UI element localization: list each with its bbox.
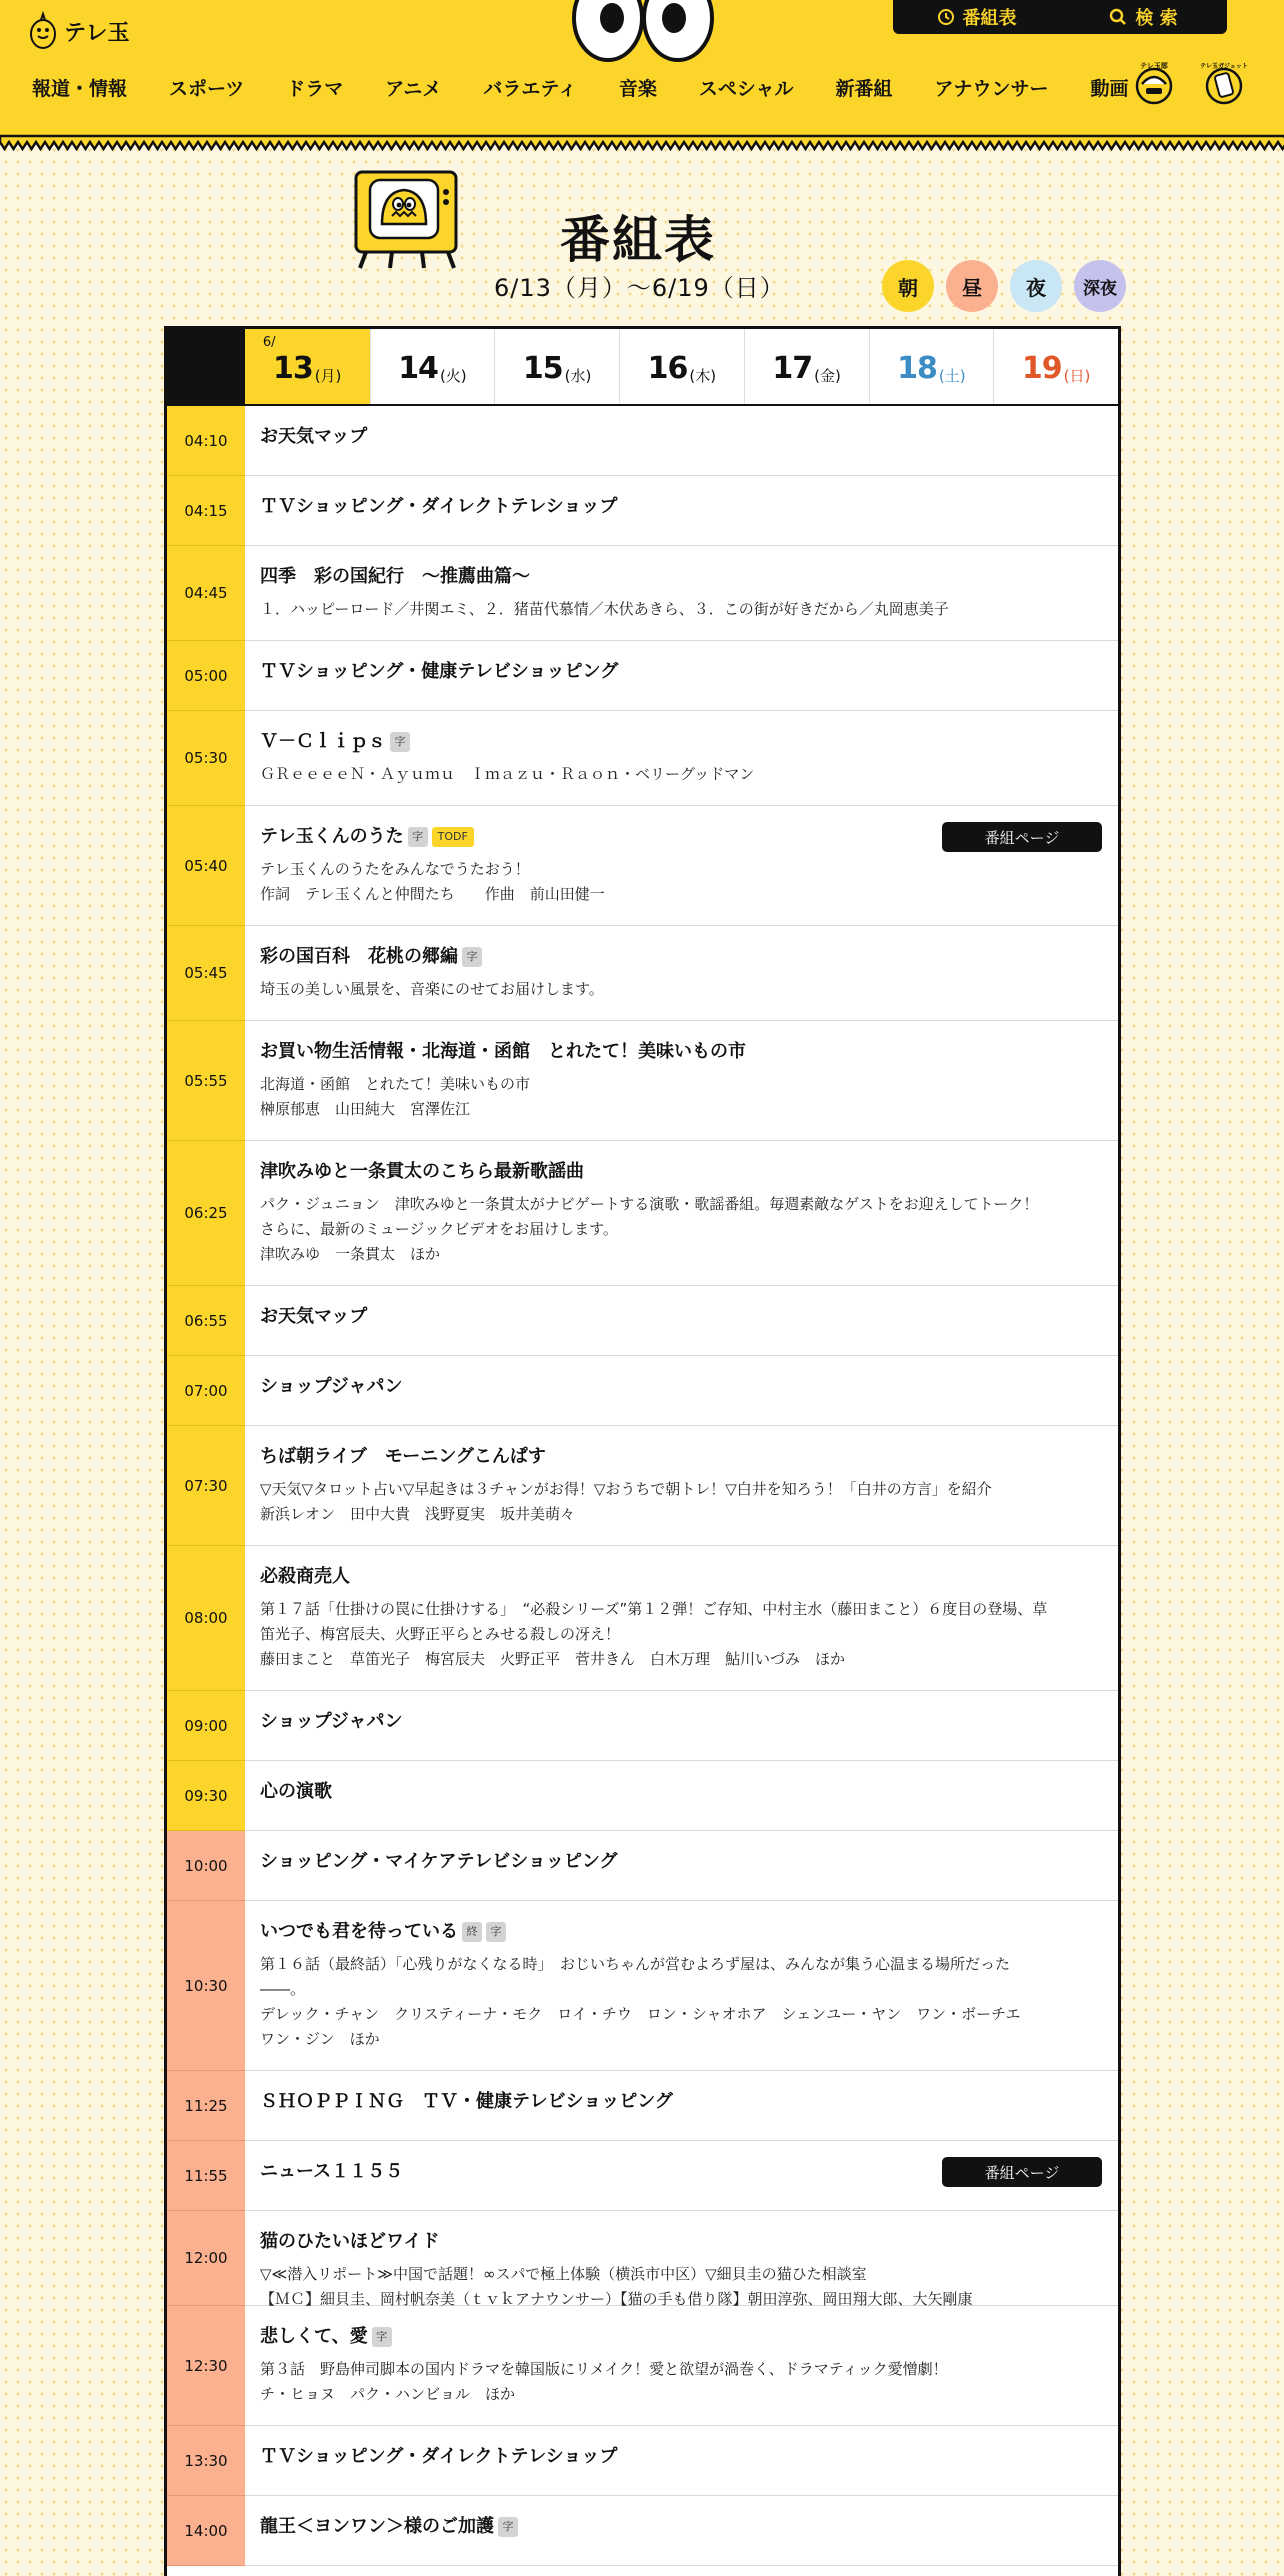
program-title[interactable] <box>260 1709 1102 1735</box>
program-cell <box>245 2211 1118 2308</box>
search-icon <box>1109 8 1127 26</box>
program-description <box>260 762 1102 787</box>
program-row[interactable] <box>167 1901 1118 2071</box>
program-time: 05:55 <box>167 1021 245 1141</box>
program-title[interactable] <box>260 2229 1102 2255</box>
program-row[interactable] <box>167 1831 1118 1901</box>
schedule-grid <box>164 326 1121 2576</box>
svg-text:テレ玉郎: テレ玉郎 <box>1140 62 1168 70</box>
nav-variety[interactable]: バラエティ <box>483 78 577 100</box>
program-time: 09:00 <box>167 1691 245 1761</box>
tab-dow: (火) <box>439 367 467 385</box>
program-badge: 字 <box>408 827 428 847</box>
program-row[interactable] <box>167 2141 1118 2211</box>
program-description <box>260 597 1102 622</box>
mascot-logo-icon <box>28 12 58 50</box>
program-description <box>260 1477 1102 1527</box>
program-title-text: ＴＶショッピング・健康テレビショッピング <box>260 661 619 682</box>
program-title[interactable] <box>260 424 1102 450</box>
description-line: 作詞 テレ玉くんと仲間たち 作曲 前山田健一 <box>260 885 605 903</box>
mascot-badge-icon[interactable] <box>1134 60 1174 108</box>
program-cell <box>245 1426 1118 1545</box>
program-time: 10:00 <box>167 1831 245 1901</box>
program-time: 10:30 <box>167 1901 245 2071</box>
program-title[interactable] <box>260 2514 1102 2540</box>
timezone-selector <box>882 260 1126 312</box>
tz-evening-button[interactable]: 夜 <box>1010 260 1062 312</box>
program-title[interactable] <box>260 2324 1102 2350</box>
program-title[interactable] <box>260 1564 1102 1590</box>
program-title-text: お天気マップ <box>260 1306 368 1327</box>
program-cell <box>245 2306 1118 2425</box>
description-line: ワン・ジン ほか <box>260 2030 380 2048</box>
description-line: 津吹みゆ 一条貫太 ほか <box>260 1245 441 1263</box>
program-row[interactable] <box>167 476 1118 546</box>
program-description <box>260 1072 1102 1122</box>
tab-dow: (木) <box>689 367 717 385</box>
program-row[interactable] <box>167 2496 1118 2566</box>
tab-day: 18 <box>897 351 937 386</box>
program-cell <box>245 711 1118 805</box>
tv-mascot-icon <box>352 168 464 270</box>
program-time: 06:25 <box>167 1141 245 1286</box>
program-time: 05:00 <box>167 641 245 711</box>
program-time: 05:45 <box>167 926 245 1021</box>
description-line: 【ＭＣ】細貝圭、岡村帆奈美（ｔｖｋアナウンサー）【猫の手も借り隊】朝田淳弥、岡田翔大郎、大矢剛康 <box>260 2290 973 2308</box>
program-time: 07:30 <box>167 1426 245 1546</box>
description-line: 笛光子、梅宮辰夫、火野正平らとみせる殺しの冴え！ <box>260 1625 621 1643</box>
program-description <box>260 1597 1102 1672</box>
tab-day: 14 <box>398 351 438 386</box>
program-title-text: いつでも君を待っている <box>260 1921 458 1942</box>
date-range: 6/13（月）〜6/19（日） <box>494 274 785 302</box>
program-row[interactable] <box>167 2211 1118 2306</box>
program-badge: 字 <box>462 947 482 967</box>
program-title-text: お買い物生活情報・北海道・函館 とれたて！美味いもの市 <box>260 1041 746 1062</box>
tab-month: 6/ <box>262 335 276 350</box>
program-time: 09:30 <box>167 1761 245 1831</box>
program-description <box>260 1192 1102 1267</box>
program-time: 04:45 <box>167 546 245 641</box>
tab-day: 17 <box>772 351 813 386</box>
description-line: 藤田まこと 草笛光子 梅宮辰夫 火野正平 菅井きん 白木万理 鮎川いづみ ほか <box>260 1650 846 1668</box>
day-tab-13[interactable] <box>245 329 370 404</box>
main-nav <box>32 74 1171 101</box>
day-tabs <box>167 329 1118 406</box>
tab-corner <box>167 329 245 404</box>
program-title[interactable] <box>260 659 1102 685</box>
description-line: チ・ヒョヌ パク・ハンビョル ほか <box>260 2385 516 2403</box>
program-title[interactable] <box>260 729 1102 755</box>
program-title-text: 四季 彩の国紀行 ～推薦曲篇～ <box>260 566 530 587</box>
program-row[interactable] <box>167 1021 1118 1141</box>
tz-latenight-button[interactable]: 深夜 <box>1074 260 1126 312</box>
program-time: 13:30 <box>167 2426 245 2496</box>
program-cell <box>245 641 1118 710</box>
nav-new-programs[interactable]: 新番組 <box>835 78 893 100</box>
day-tab-16[interactable] <box>619 329 744 404</box>
program-title[interactable] <box>260 564 1102 590</box>
program-title-text: ショッピング・マイケアテレビショッピング <box>260 1851 618 1872</box>
description-line: 埼玉の美しい風景を、音楽にのせてお届けします。 <box>260 980 604 998</box>
program-cell <box>245 806 1118 925</box>
description-line: 北海道・函館 とれたて！美味いもの市 <box>260 1075 531 1093</box>
program-row[interactable] <box>167 1691 1118 1761</box>
nav-special[interactable]: スペシャル <box>698 78 794 100</box>
program-page-button[interactable]: 番組ページ <box>942 2157 1102 2187</box>
description-line: ▽天気▽タロット占い▽早起きは３チャンがお得！▽おうちで朝トレ！▽白井を知ろう！「白井の方言」を紹介 <box>260 1480 992 1498</box>
program-time: 12:00 <box>167 2211 245 2306</box>
program-title[interactable] <box>260 1779 1102 1805</box>
program-badge: 字 <box>486 1922 506 1942</box>
tab-dow: (土) <box>938 367 966 385</box>
program-title-text: 龍王＜ヨンワン＞様のご加護 <box>260 2516 494 2537</box>
program-time: 04:15 <box>167 476 245 546</box>
program-title[interactable] <box>260 1159 1102 1185</box>
clock-icon <box>937 8 955 26</box>
program-cell <box>245 1761 1118 1830</box>
page-title: 番組表 <box>560 211 716 269</box>
program-cell <box>245 1141 1118 1285</box>
program-title-text: 猫のひたいほどワイド <box>260 2231 440 2252</box>
program-title-text: 彩の国百科 花桃の郷編 <box>260 946 458 967</box>
program-title[interactable] <box>260 944 1102 970</box>
day-tab-19[interactable] <box>993 329 1118 404</box>
description-line: テレ玉くんのうたをみんなでうたおう！ <box>260 860 530 878</box>
program-title-text: ニュース１１５５ <box>260 2161 404 2182</box>
program-time: 07:00 <box>167 1356 245 1426</box>
program-row[interactable] <box>167 2071 1118 2141</box>
program-title-text: 心の演歌 <box>260 1781 332 1802</box>
program-cell <box>245 2426 1118 2495</box>
program-title[interactable] <box>260 1444 1102 1470</box>
program-cell <box>245 1691 1118 1760</box>
program-time: 11:55 <box>167 2141 245 2211</box>
nav-videos[interactable]: 動画 <box>1090 78 1129 100</box>
program-time: 11:25 <box>167 2071 245 2141</box>
program-time: 14:00 <box>167 2496 245 2566</box>
program-description <box>260 977 1102 1002</box>
program-row[interactable] <box>167 1426 1118 1546</box>
program-cell <box>245 926 1118 1020</box>
program-title[interactable] <box>260 494 1102 520</box>
description-line: 第３話 野島伸司脚本の国内ドラマを韓国版にリメイク！愛と欲望が渦巻く、ドラマティック愛憎劇！ <box>260 2360 948 2378</box>
tab-day: 15 <box>522 351 563 386</box>
description-line: １．ハッピーロード／井関エミ、２．猪苗代慕情／木伏あきら、３．この街が好きだから／丸岡恵美子 <box>260 600 949 618</box>
logo-text: テレ玉 <box>64 20 130 46</box>
program-title-text: お天気マップ <box>260 426 368 447</box>
nav-anime[interactable]: アニメ <box>385 78 442 100</box>
search-label: 検 索 <box>1135 8 1178 29</box>
tab-day: 16 <box>647 351 688 386</box>
program-row[interactable] <box>167 2426 1118 2496</box>
program-row[interactable] <box>167 1761 1118 1831</box>
program-row[interactable] <box>167 406 1118 476</box>
program-cell <box>245 1546 1118 1690</box>
program-cell <box>245 1356 1118 1425</box>
program-time: 08:00 <box>167 1546 245 1691</box>
description-line: ▽≪潜入リポート≫中国で話題！∞スパで極上体験（横浜市中区）▽細貝圭の猫ひた相談室 <box>260 2265 867 2283</box>
program-badge: 字 <box>498 2517 518 2537</box>
program-description <box>260 2357 1102 2407</box>
program-title-text: 津吹みゆと一条貫太のこちら最新歌謡曲 <box>260 1161 584 1182</box>
mascot-eyes-icon <box>568 0 718 62</box>
program-row[interactable] <box>167 711 1118 806</box>
tz-morning-button[interactable]: 朝 <box>882 260 934 312</box>
tab-day: 19 <box>1021 351 1062 386</box>
program-row[interactable] <box>167 926 1118 1021</box>
program-row[interactable] <box>167 1141 1118 1286</box>
day-tab-18[interactable] <box>869 329 994 404</box>
program-title[interactable] <box>260 1039 1102 1065</box>
program-page-button[interactable]: 番組ページ <box>942 822 1102 852</box>
program-title-text: 悲しくて、愛 <box>260 2326 368 2347</box>
program-title-text: ショップジャパン <box>260 1711 403 1732</box>
schedule-button[interactable] <box>893 0 1060 34</box>
nav-announcers[interactable]: アナウンサー <box>934 78 1049 100</box>
program-time: 12:30 <box>167 2306 245 2426</box>
program-title-text: ショップジャパン <box>260 1376 403 1397</box>
program-row[interactable] <box>167 641 1118 711</box>
program-badge: TODF <box>432 827 474 847</box>
description-line: ＧＲｅｅｅｅＮ・Ａｙｕｍｕ Ｉｍａｚｕ・Ｒａｏｎ・ベリーグッドマン <box>260 765 755 783</box>
description-line: ――。 <box>260 1980 306 1998</box>
program-row[interactable] <box>167 806 1118 926</box>
program-title[interactable] <box>260 1919 1102 1945</box>
tab-dow: (金) <box>814 367 841 385</box>
program-row[interactable] <box>167 546 1118 641</box>
program-badge: 字 <box>390 732 410 752</box>
header-zigzag-border <box>0 136 1284 152</box>
program-cell <box>245 476 1118 545</box>
description-line: デレック・チャン クリスティーナ・モク ロイ・チウ ロン・シャオホア シェンユー・ヤン ワン・ボーチエ <box>260 2005 1021 2023</box>
nav-music[interactable]: 音楽 <box>618 78 657 100</box>
program-description <box>260 1952 1102 2052</box>
program-cell <box>245 2071 1118 2140</box>
program-title[interactable] <box>260 2444 1102 2470</box>
program-cell <box>245 546 1118 640</box>
program-title[interactable] <box>260 1374 1102 1400</box>
program-title-text: ＳＨＯＰＰＩＮＧ ＴＶ・健康テレビショッピング <box>260 2091 673 2112</box>
day-tab-14[interactable] <box>370 329 495 404</box>
search-button[interactable] <box>1060 0 1227 34</box>
program-row[interactable] <box>167 1546 1118 1691</box>
description-line: パク・ジュニョン 津吹みゆと一条貫太がナビゲートする演歌・歌謡番組。毎週素敵なゲストをお迎えしてトーク！ <box>260 1195 1039 1213</box>
program-row[interactable] <box>167 1356 1118 1426</box>
description-line: 榊原郁恵 山田純大 宮澤佐江 <box>260 1100 471 1118</box>
tab-dow: (日) <box>1063 367 1091 385</box>
program-time: 05:30 <box>167 711 245 806</box>
program-title-text: ＴＶショッピング・ダイレクトテレショップ <box>260 496 618 517</box>
nav-news[interactable]: 報道・情報 <box>32 78 128 100</box>
program-cell <box>245 406 1118 475</box>
description-line: 新浜レオン 田中大貴 浅野夏実 坂井美萌々 <box>260 1505 576 1523</box>
top-toolbar <box>893 0 1227 34</box>
program-title[interactable] <box>260 1849 1102 1875</box>
program-title-text: Ｖ－Ｃｌｉｐｓ <box>260 731 386 752</box>
site-header <box>0 0 1284 140</box>
program-title-text: 必殺商売人 <box>260 1566 350 1587</box>
day-tab-17[interactable] <box>744 329 869 404</box>
program-title[interactable] <box>260 2089 1102 2115</box>
site-logo[interactable] <box>28 12 130 50</box>
program-title-text: ちば朝ライブ モーニングこんぱす <box>260 1446 546 1467</box>
description-line: 第１６話（最終話）「心残りがなくなる時」 おじいちゃんが営むよろず屋は、みんなが集う心温まる場所だった <box>260 1955 1011 1973</box>
program-cell <box>245 2141 1118 2210</box>
program-cell <box>245 1286 1118 1355</box>
program-title-text: テレ玉くんのうた <box>260 826 404 847</box>
tab-day: 13 <box>272 351 313 386</box>
day-tab-15[interactable] <box>494 329 619 404</box>
schedule-label: 番組表 <box>962 8 1017 29</box>
program-time: 05:40 <box>167 806 245 926</box>
program-cell <box>245 1901 1118 2070</box>
tz-daytime-button[interactable]: 昼 <box>946 260 998 312</box>
program-badge: 字 <box>372 2327 392 2347</box>
nav-sports[interactable]: スポーツ <box>169 78 245 100</box>
svg-text:テレ玉ガジェット: テレ玉ガジェット <box>1200 63 1248 70</box>
program-title-text: ＴＶショッピング・ダイレクトテレショップ <box>260 2446 618 2467</box>
program-time: 04:10 <box>167 406 245 476</box>
program-cell <box>245 1831 1118 1900</box>
program-row[interactable] <box>167 1286 1118 1356</box>
tab-dow: (水) <box>564 367 592 385</box>
program-badge: 終 <box>462 1922 482 1942</box>
program-cell <box>245 2496 1118 2565</box>
program-cell <box>245 1021 1118 1140</box>
gadget-badge-icon[interactable] <box>1200 60 1248 108</box>
description-line: さらに、最新のミュージックビデオをお届けします。 <box>260 1220 618 1238</box>
nav-drama[interactable]: ドラマ <box>286 78 344 100</box>
program-list <box>167 406 1118 2566</box>
description-line: 第１７話「仕掛けの罠に仕掛けする」 “必殺シリーズ”第１２弾！ご存知、中村主水（藤田まこと）６度目の登場、草 <box>260 1600 1048 1618</box>
program-time: 06:55 <box>167 1286 245 1356</box>
program-description <box>260 857 1102 907</box>
tab-dow: (月) <box>314 367 342 385</box>
program-description <box>260 2262 1102 2312</box>
program-row[interactable] <box>167 2306 1118 2426</box>
program-title[interactable] <box>260 1304 1102 1330</box>
